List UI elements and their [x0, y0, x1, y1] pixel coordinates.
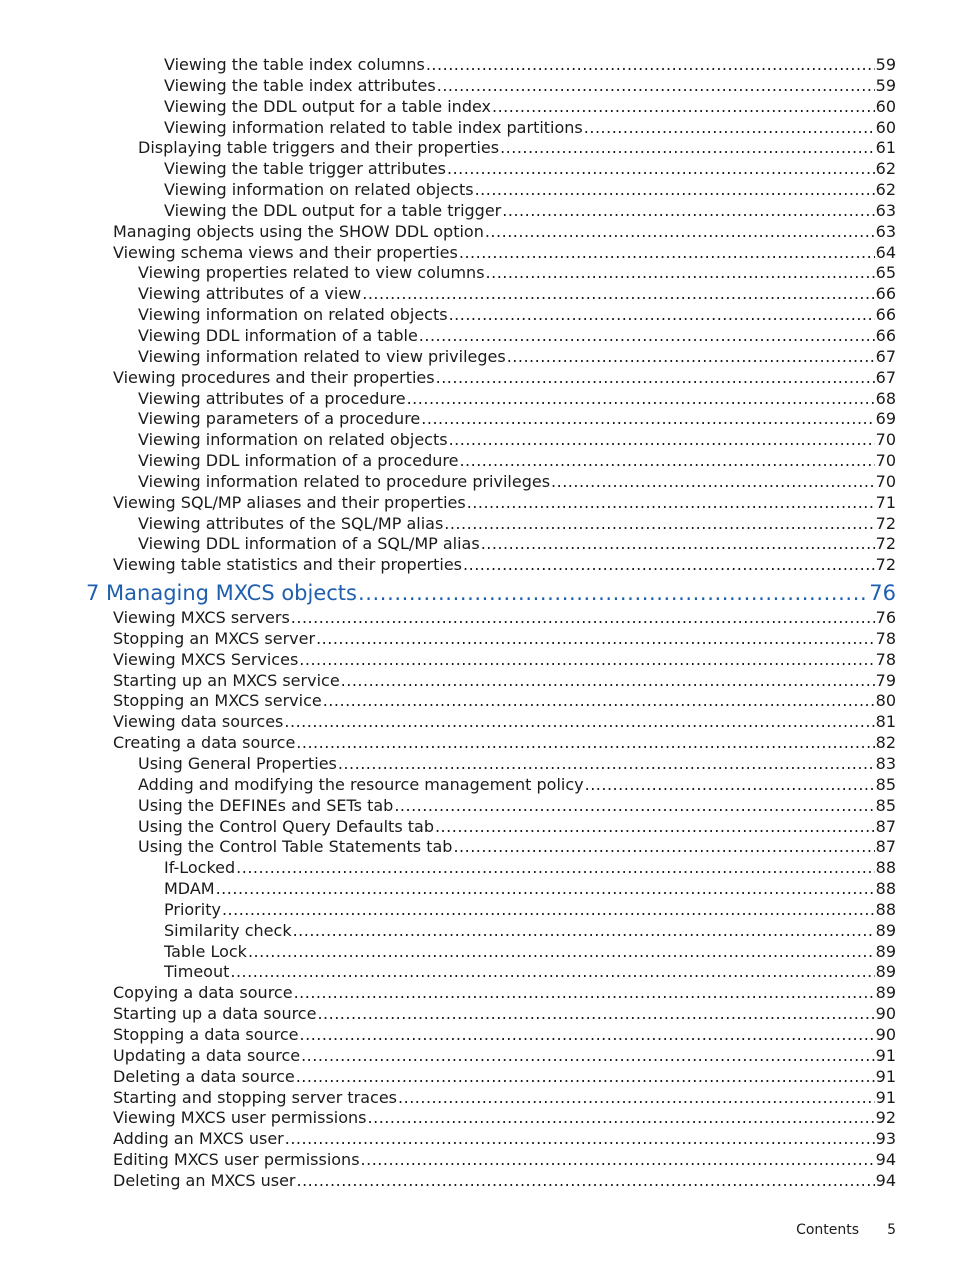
toc-entry-title: Viewing attributes of the SQL/MP alias — [138, 513, 444, 533]
toc-page-number: 78 — [875, 649, 896, 669]
toc-entry[interactable] — [0, 493, 954, 514]
toc-entry-title: Viewing attributes of a view — [138, 284, 362, 304]
toc-chapter-heading[interactable] — [0, 578, 954, 608]
toc-entry-title: Viewing DDL information of a table — [138, 325, 418, 345]
toc-entry-title: Starting up a data source — [113, 1004, 317, 1024]
toc-entry[interactable] — [0, 858, 954, 879]
toc-dot-leader — [291, 608, 875, 629]
toc-page-number: 83 — [875, 754, 896, 773]
toc-entry-title: Viewing information related to procedure privileges — [138, 471, 551, 491]
toc-entry[interactable] — [0, 347, 954, 368]
toc-page-number: 87 — [875, 816, 896, 836]
toc-dot-leader — [492, 97, 875, 118]
toc-entry-title: Adding and modifying the resource management policy — [138, 774, 584, 794]
toc-entry-title: Stopping an MXCS service — [113, 691, 322, 711]
toc-page-number: 67 — [875, 346, 896, 366]
toc-entry-title: Deleting an MXCS user — [113, 1170, 296, 1190]
toc-entry-title: Creating a data source — [113, 733, 296, 753]
toc-entry[interactable] — [0, 159, 954, 180]
toc-entry-title: Viewing the table trigger attributes — [164, 159, 446, 179]
toc-entry[interactable] — [0, 608, 954, 629]
toc-dot-leader — [475, 180, 875, 201]
toc-page-number: 63 — [875, 221, 896, 241]
toc-dot-leader — [297, 1171, 875, 1192]
toc-entry-title: Viewing DDL information of a SQL/MP alias — [138, 534, 480, 554]
toc-entry-title: Viewing data sources — [113, 712, 284, 732]
toc-entry-title: 7 Managing MXCS objects — [86, 581, 357, 606]
toc-page-number: 72 — [875, 555, 896, 575]
toc-page-number: 66 — [875, 325, 896, 345]
toc-page-number: 70 — [875, 430, 896, 450]
toc-entry-title: Viewing SQL/MP aliases and their properties — [113, 492, 466, 512]
toc-entry[interactable] — [0, 55, 954, 76]
toc-page-number: 62 — [875, 180, 896, 200]
toc-dot-leader — [296, 1067, 875, 1088]
toc-dot-leader — [323, 691, 875, 712]
toc-entry[interactable] — [0, 555, 954, 576]
toc-entry[interactable] — [0, 284, 954, 305]
toc-entry-title: Viewing information related to view privileges — [138, 346, 506, 366]
footer-section-label: Contents — [796, 1222, 860, 1238]
toc-entry[interactable] — [0, 97, 954, 118]
toc-entry[interactable] — [0, 514, 954, 535]
toc-page-number: 85 — [875, 774, 896, 794]
toc-entry-title: Editing MXCS user permissions — [113, 1150, 360, 1170]
toc-dot-leader — [317, 1004, 874, 1025]
toc-entry-title: Copying a data source — [113, 983, 293, 1003]
toc-dot-leader — [285, 1129, 875, 1150]
toc-entry-title: Viewing parameters of a procedure — [138, 409, 421, 429]
toc-entry-title: Viewing MXCS Services — [113, 649, 299, 669]
toc-entry[interactable] — [0, 921, 954, 942]
toc-page-number: 62 — [875, 159, 896, 179]
toc-entry-title: Timeout — [164, 962, 230, 982]
toc-entry-title: Deleting a data source — [113, 1066, 295, 1086]
toc-dot-leader — [485, 222, 875, 243]
toc-entry-title: Displaying table triggers and their properties — [138, 138, 500, 158]
toc-page-number: 91 — [875, 1066, 896, 1086]
toc-entry-title: Using the Control Query Defaults tab — [138, 816, 434, 836]
toc-entry-title: Updating a data source — [113, 1045, 301, 1065]
toc-page-number: 89 — [875, 941, 896, 961]
toc-dot-leader — [459, 243, 875, 264]
toc-entry[interactable] — [0, 451, 954, 472]
toc-dot-leader — [358, 578, 868, 608]
toc-dot-leader — [294, 983, 875, 1004]
toc-dot-leader — [486, 263, 875, 284]
toc-page-number: 88 — [875, 858, 896, 878]
toc-entry-title: Starting and stopping server traces — [113, 1087, 398, 1107]
toc-entry[interactable] — [0, 754, 954, 775]
toc-dot-leader — [419, 326, 875, 347]
toc-dot-leader — [585, 775, 875, 796]
toc-entry[interactable] — [0, 263, 954, 284]
toc-page-number: 80 — [875, 691, 896, 711]
toc-dot-leader — [407, 389, 875, 410]
toc-dot-leader — [435, 817, 875, 838]
toc-entry[interactable] — [0, 1108, 954, 1129]
toc-entry[interactable] — [0, 983, 954, 1004]
toc-dot-leader — [447, 159, 875, 180]
toc-page-number: 60 — [875, 96, 896, 116]
toc-page-number: 66 — [875, 284, 896, 304]
toc-dot-leader — [368, 1108, 875, 1129]
toc-entry[interactable] — [0, 430, 954, 451]
toc-entry-title: Viewing information on related objects — [138, 430, 448, 450]
toc-dot-leader — [426, 55, 875, 76]
toc-entry-title: Managing objects using the SHOW DDL option — [113, 221, 484, 241]
toc-entry-title: Using General Properties — [138, 754, 337, 773]
toc-dot-leader — [300, 1025, 875, 1046]
toc-entry-title: Adding an MXCS user — [113, 1129, 284, 1149]
toc-entry-title: Viewing table statistics and their properties — [113, 555, 463, 575]
toc-page-number: 87 — [875, 837, 896, 857]
toc-entry-title: If-Locked — [164, 858, 236, 878]
toc-entry[interactable] — [0, 326, 954, 347]
toc-entry[interactable] — [0, 534, 954, 555]
toc-entry[interactable] — [0, 368, 954, 389]
toc-entry-title: Viewing schema views and their properties — [113, 242, 458, 262]
toc-entry-title: Viewing DDL information of a procedure — [138, 451, 459, 471]
toc-entry[interactable] — [0, 1004, 954, 1025]
toc-entry[interactable] — [0, 733, 954, 754]
toc-dot-leader — [216, 879, 875, 900]
toc-page-number: 89 — [875, 962, 896, 982]
toc-dot-leader — [338, 754, 875, 775]
toc-entry-title: Viewing attributes of a procedure — [138, 388, 406, 408]
toc-dot-leader — [459, 451, 874, 472]
toc-page-number: 89 — [875, 983, 896, 1003]
toc-entry[interactable] — [0, 1150, 954, 1171]
toc-dot-leader — [507, 347, 875, 368]
toc-entry-title: Viewing the DDL output for a table trigger — [164, 200, 502, 220]
toc-page-number: 67 — [875, 367, 896, 387]
toc-page-number: 70 — [875, 451, 896, 471]
toc-page-number: 71 — [875, 492, 896, 512]
toc-page-number: 81 — [875, 712, 896, 732]
toc-entry[interactable] — [0, 201, 954, 222]
toc-entry[interactable] — [0, 1025, 954, 1046]
toc-entry-title: Starting up an MXCS service — [113, 670, 340, 690]
toc-entry-title: Viewing information on related objects — [164, 180, 474, 200]
toc-dot-leader — [222, 900, 875, 921]
toc-page-number: 93 — [875, 1129, 896, 1149]
toc-entry[interactable] — [0, 691, 954, 712]
toc-dot-leader — [449, 305, 875, 326]
toc-entry[interactable] — [0, 1171, 954, 1192]
toc-entry-title: Table Lock — [164, 941, 247, 961]
toc-dot-leader — [449, 430, 875, 451]
toc-dot-leader — [341, 671, 875, 692]
toc-entry-title: MDAM — [164, 879, 215, 899]
toc-page-number: 90 — [875, 1004, 896, 1024]
toc-dot-leader — [248, 942, 875, 963]
toc-page-number: 59 — [875, 55, 896, 74]
toc-entry[interactable] — [0, 1067, 954, 1088]
toc-page-number: 76 — [875, 608, 896, 628]
toc-page-number: 94 — [875, 1150, 896, 1170]
toc-entry[interactable] — [0, 900, 954, 921]
toc-entry[interactable] — [0, 222, 954, 243]
toc-page-number: 76 — [869, 581, 896, 606]
toc-page-number: 65 — [875, 263, 896, 283]
toc-page-number: 94 — [875, 1170, 896, 1190]
toc-entry[interactable] — [0, 650, 954, 671]
toc-page-number: 59 — [875, 75, 896, 95]
toc-dot-leader — [236, 858, 874, 879]
toc-dot-leader — [584, 118, 875, 139]
toc-dot-leader — [398, 1088, 875, 1109]
toc-dot-leader — [296, 733, 874, 754]
toc-entry[interactable] — [0, 243, 954, 264]
toc-dot-leader — [444, 514, 874, 535]
toc-page-number: 63 — [875, 200, 896, 220]
toc-page-number: 72 — [875, 534, 896, 554]
toc-entry-title: Similarity check — [164, 920, 292, 940]
toc-entry[interactable] — [0, 305, 954, 326]
toc-page-number: 82 — [875, 733, 896, 753]
toc-page-number: 68 — [875, 388, 896, 408]
toc-entry-title: Viewing the table index columns — [164, 55, 425, 74]
footer-page-number: 5 — [887, 1222, 896, 1238]
toc-page-number: 78 — [875, 628, 896, 648]
toc-page-number: 70 — [875, 471, 896, 491]
toc-page-number: 89 — [875, 920, 896, 940]
toc-entry[interactable] — [0, 138, 954, 159]
toc-entry-title: Viewing the DDL output for a table index — [164, 96, 491, 116]
toc-page-number: 91 — [875, 1087, 896, 1107]
toc-dot-leader — [230, 962, 874, 983]
toc-dot-leader — [500, 138, 875, 159]
toc-dot-leader — [284, 712, 874, 733]
toc-page-number: 66 — [875, 305, 896, 325]
toc-entry-title: Using the DEFINEs and SETs tab — [138, 795, 394, 815]
toc-entry[interactable] — [0, 180, 954, 201]
toc-entry-title: Stopping a data source — [113, 1024, 299, 1044]
toc-entry[interactable] — [0, 942, 954, 963]
toc-entry-title: Viewing information on related objects — [138, 305, 448, 325]
toc-page-number: 91 — [875, 1045, 896, 1065]
toc-entry[interactable] — [0, 1088, 954, 1109]
toc-page-number: 64 — [875, 242, 896, 262]
toc-dot-leader — [436, 368, 875, 389]
toc-entry[interactable] — [0, 472, 954, 493]
toc-entry[interactable] — [0, 118, 954, 139]
toc-page-number: 88 — [875, 879, 896, 899]
toc-page-number: 92 — [875, 1108, 896, 1128]
toc-entry[interactable] — [0, 962, 954, 983]
toc-dot-leader — [463, 555, 875, 576]
toc-dot-leader — [301, 1046, 875, 1067]
toc-page-number: 60 — [875, 117, 896, 137]
toc-entry[interactable] — [0, 1046, 954, 1067]
toc-entry[interactable] — [0, 775, 954, 796]
toc-page-number: 61 — [875, 138, 896, 158]
toc-page-number: 79 — [875, 670, 896, 690]
toc-dot-leader — [421, 409, 874, 430]
toc-dot-leader — [361, 1150, 875, 1171]
toc-page-number: 69 — [875, 409, 896, 429]
toc-dot-leader — [481, 534, 875, 555]
toc-dot-leader — [362, 284, 874, 305]
toc-entry-title: Viewing the table index attributes — [164, 75, 436, 95]
toc-dot-leader — [551, 472, 875, 493]
toc-entry[interactable] — [0, 629, 954, 650]
toc-dot-leader — [437, 76, 875, 97]
toc-page-number: 88 — [875, 899, 896, 919]
toc-entry-title: Viewing procedures and their properties — [113, 367, 435, 387]
toc-dot-leader — [293, 921, 875, 942]
toc-dot-leader — [453, 837, 874, 858]
toc-entry-title: Viewing MXCS user permissions — [113, 1108, 367, 1128]
toc-entry-title: Viewing MXCS servers — [113, 608, 290, 628]
toc-entry[interactable] — [0, 671, 954, 692]
toc-entry-title: Using the Control Table Statements tab — [138, 837, 453, 857]
toc-entry[interactable] — [0, 1129, 954, 1150]
toc-entry-title: Priority — [164, 899, 221, 919]
toc-entry[interactable] — [0, 76, 954, 97]
toc-entry[interactable] — [0, 712, 954, 733]
toc-entry-title: Viewing information related to table index partitions — [164, 117, 583, 137]
toc-entry[interactable] — [0, 879, 954, 900]
page-footer — [796, 1222, 896, 1238]
toc-dot-leader — [394, 796, 874, 817]
toc-page-number: 90 — [875, 1024, 896, 1044]
toc-dot-leader — [502, 201, 874, 222]
toc-entry[interactable] — [0, 409, 954, 430]
toc-entry[interactable] — [0, 796, 954, 817]
toc-dot-leader — [316, 629, 875, 650]
toc-dot-leader — [467, 493, 875, 514]
toc-dot-leader — [299, 650, 874, 671]
toc-page-number: 72 — [875, 513, 896, 533]
toc-entry-title: Viewing properties related to view columns — [138, 263, 485, 283]
table-of-contents — [0, 55, 954, 1192]
toc-entry[interactable] — [0, 837, 954, 858]
toc-page-number: 85 — [875, 795, 896, 815]
toc-entry-title: Stopping an MXCS server — [113, 628, 316, 648]
toc-entry[interactable] — [0, 817, 954, 838]
toc-entry[interactable] — [0, 389, 954, 410]
